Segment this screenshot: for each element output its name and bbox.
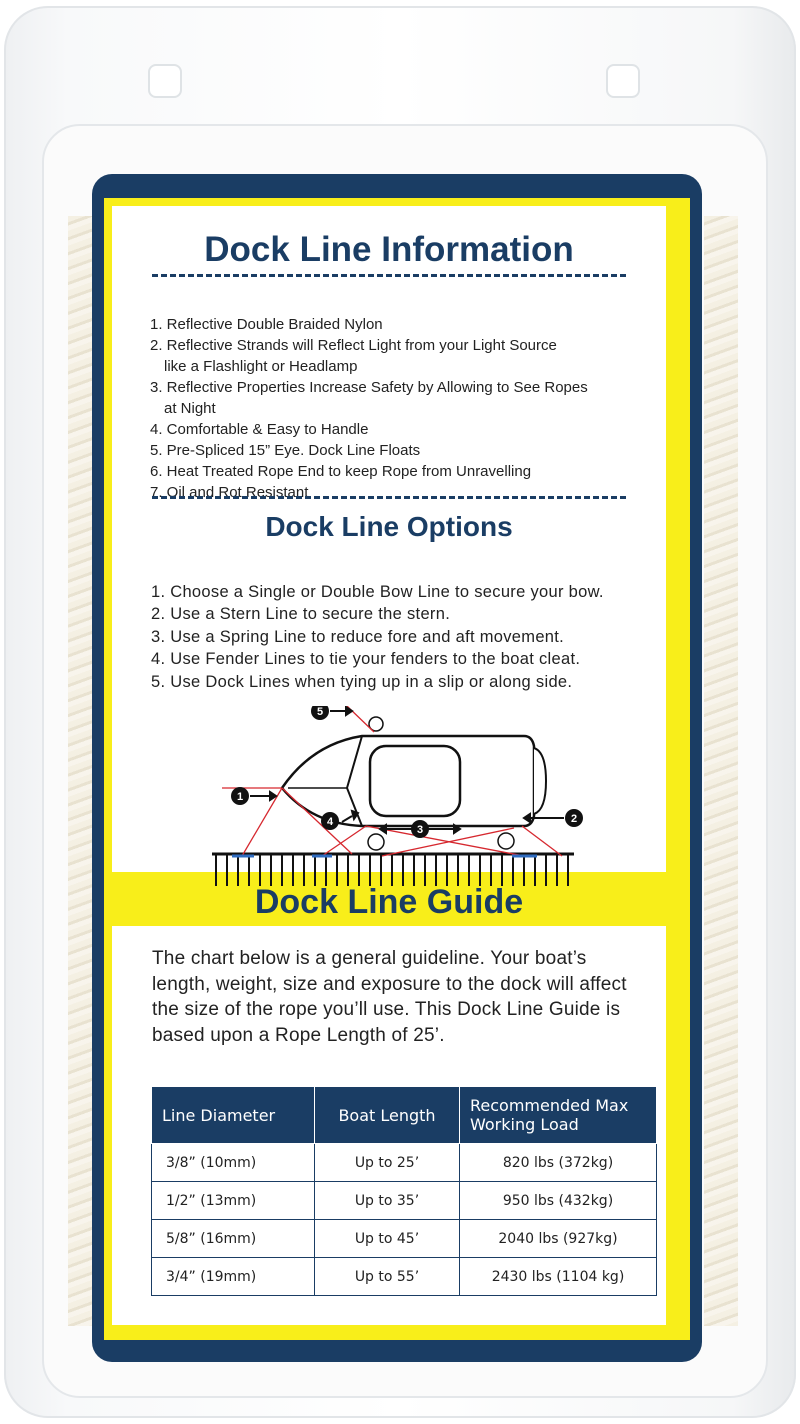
info-title: Dock Line Information: [204, 230, 574, 269]
docking-diagram: [202, 706, 602, 896]
option-item: 2. Use a Stern Line to secure the stern.: [151, 605, 451, 624]
column-header: Recommended Max Working Load: [460, 1087, 657, 1144]
table-cell: 3/8” (10mm): [152, 1144, 315, 1182]
option-item: 4. Use Fender Lines to tie your fenders to the boat cleat.: [151, 650, 581, 669]
option-item: 3. Use a Spring Line to reduce fore and aft movement.: [151, 627, 565, 646]
card-yellow-frame: [104, 198, 690, 1340]
marker-1: 1: [236, 791, 244, 803]
info-item: 3. Reflective Properties Increase Safety by Allowing to See Ropes at Night: [150, 379, 588, 417]
table-cell: Up to 25’: [315, 1144, 460, 1182]
table-cell: 950 lbs (432kg): [460, 1182, 657, 1220]
table-cell: Up to 55’: [315, 1258, 460, 1296]
info-list: [150, 314, 630, 503]
guide-table: [151, 1086, 657, 1296]
info-item: 5. Pre-Spliced 15” Eye. Dock Line Floats: [150, 442, 421, 459]
table-row: [152, 1182, 657, 1220]
table-cell: Up to 45’: [315, 1220, 460, 1258]
marker-3: 3: [416, 824, 424, 836]
info-panel: [112, 206, 666, 872]
table-row: [152, 1258, 657, 1296]
table-cell: 3/4” (19mm): [152, 1258, 315, 1296]
product-insert-card: [92, 174, 702, 1362]
boat-icon: [282, 736, 546, 826]
table-cell: 5/8” (16mm): [152, 1220, 315, 1258]
info-item: 1. Reflective Double Braided Nylon: [150, 316, 383, 333]
guide-panel: [112, 926, 666, 1325]
column-header: Line Diameter: [152, 1087, 315, 1144]
info-item: 4. Comfortable & Easy to Handle: [150, 421, 369, 438]
info-item: 7. Oil and Rot Resistant: [150, 484, 309, 501]
column-header: Boat Length: [315, 1087, 460, 1144]
table-cell: 2430 lbs (1104 kg): [460, 1258, 657, 1296]
hang-hole-right: [606, 64, 640, 98]
table-row: [152, 1220, 657, 1258]
divider-dotted: [152, 496, 626, 499]
table-cell: 820 lbs (372kg): [460, 1144, 657, 1182]
info-item: 6. Heat Treated Rope End to keep Rope from Unravelling: [150, 463, 532, 480]
marker-2: 2: [570, 813, 578, 825]
hang-hole-left: [148, 64, 182, 98]
table-row: [152, 1144, 657, 1182]
marker-4: 4: [326, 816, 334, 828]
options-list: [151, 581, 661, 693]
divider-dotted: [152, 274, 626, 277]
table-cell: 2040 lbs (927kg): [460, 1220, 657, 1258]
option-item: 1. Choose a Single or Double Bow Line to secure your bow.: [151, 583, 604, 601]
rope-coil-right: [704, 216, 738, 1326]
marker-5: 5: [316, 706, 324, 718]
info-item: 2. Reflective Strands will Reflect Light from your Light Source like a Flashlight or Headlamp: [150, 337, 557, 375]
table-header-row: [152, 1087, 657, 1144]
table-cell: Up to 35’: [315, 1182, 460, 1220]
guide-title: Dock Line Guide: [254, 883, 524, 921]
guide-intro: The chart below is a general guideline. Your boat’s length, weight, size and exposure to the dock will affect the size of the rope you’ll use. This Dock Line Guide is based upon a Rope Length of 25’.: [152, 948, 627, 1046]
options-title: Dock Line Options: [265, 511, 513, 542]
table-cell: 1/2” (13mm): [152, 1182, 315, 1220]
option-item: 5. Use Dock Lines when tying up in a slip or along side.: [151, 672, 573, 691]
